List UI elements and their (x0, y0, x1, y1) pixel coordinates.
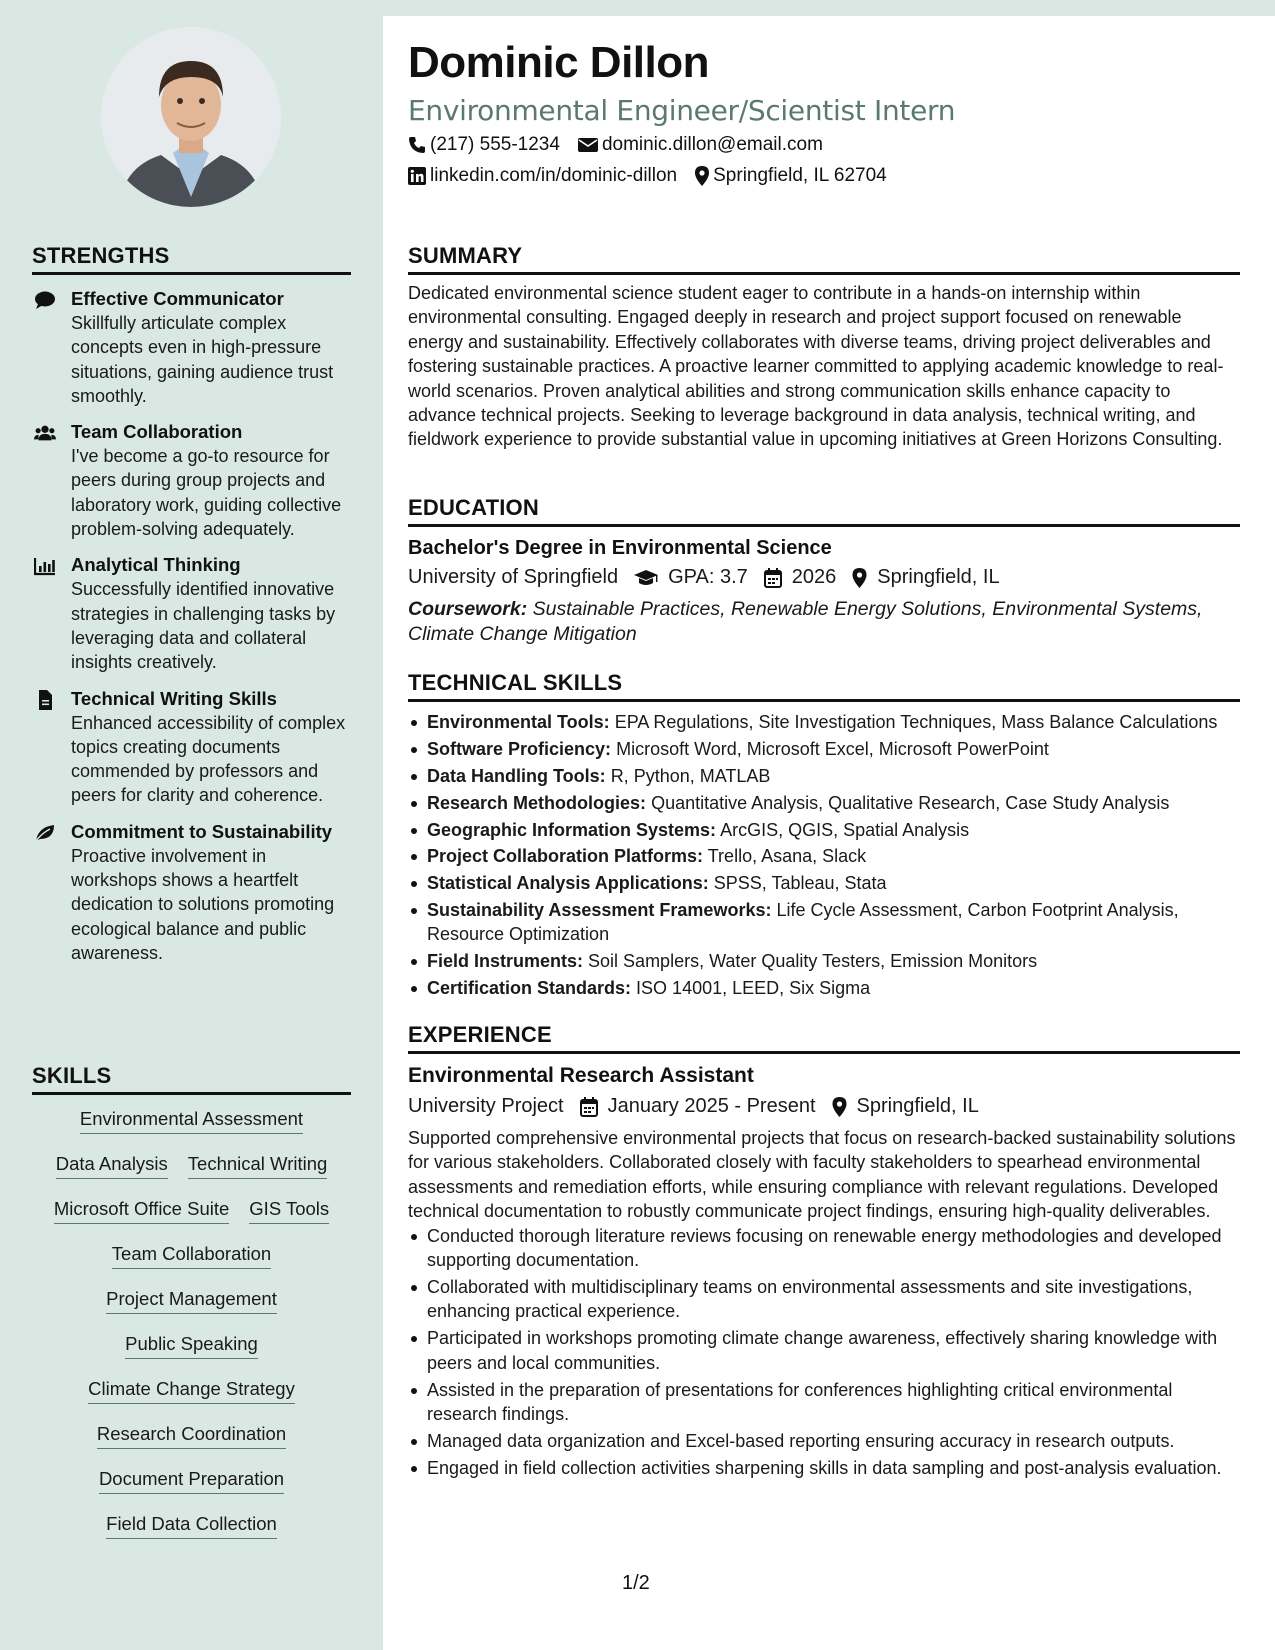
linkedin-text: linkedin.com/in/dominic-dillon (430, 165, 678, 186)
tech-skill-item (408, 872, 1240, 896)
skill-tag: Microsoft Office Suite (54, 1198, 229, 1224)
envelope-icon (578, 137, 598, 153)
tech-skill-value: Soil Samplers, Water Quality Testers, Emission Monitors (588, 950, 1038, 971)
tech-skill-value: Quantitative Analysis, Qualitative Research, Case Study Analysis (651, 792, 1170, 813)
tech-skill-item (408, 845, 1240, 869)
tech-skill-label: Software Proficiency: (427, 738, 612, 759)
technical-skills-heading: TECHNICAL SKILLS (408, 670, 1240, 702)
tech-skill-item (408, 899, 1240, 946)
tech-skill-label: Project Collaboration Platforms: (427, 846, 704, 867)
strength-description: Skillfully articulate complex concepts even in high-pressure situations, gaining audience trust smoothly. (71, 313, 334, 406)
strength-description: Proactive involvement in workshops shows a heartfelt dedication to solutions promoting ecological balance and public awareness. (71, 845, 335, 963)
coursework-list: Sustainable Practices, Renewable Energy Solutions, Environmental Systems, Climate Change Mitigation (408, 598, 1203, 645)
graduation-cap-icon (634, 569, 658, 587)
job-location: Springfield, IL (856, 1095, 979, 1117)
document-icon (34, 690, 56, 710)
school-name: University of Springfield (408, 566, 619, 588)
tech-skill-item (408, 792, 1240, 816)
email-text: dominic.dillon@email.com (601, 134, 823, 155)
tech-skill-value: EPA Regulations, Site Investigation Techniques, Mass Balance Calculations (614, 712, 1218, 732)
summary-heading: SUMMARY (408, 243, 1240, 275)
education-meta (408, 566, 1240, 589)
education-heading: EDUCATION (408, 495, 1240, 527)
job-meta (408, 1095, 1240, 1118)
skill-tag: GIS Tools (249, 1198, 329, 1224)
education-section (408, 495, 1240, 646)
tech-skill-value: R, Python, MATLAB (610, 765, 771, 786)
strength-item (32, 420, 351, 541)
job-bullet: Managed data organization and Excel-based reporting ensuring accuracy in research outputs. (408, 1429, 1240, 1453)
map-pin-icon (695, 166, 709, 186)
coursework-label: Coursework: (408, 598, 528, 620)
tech-skill-value: Trello, Asana, Slack (707, 846, 867, 867)
tech-skill-value: Microsoft Word, Microsoft Excel, Microsoft PowerPoint (616, 738, 1049, 759)
technical-skills-section (408, 670, 1240, 1004)
phone-icon (408, 136, 426, 154)
skill-tag: Technical Writing (188, 1153, 328, 1179)
skill-tag: Field Data Collection (106, 1513, 277, 1539)
page-number: 1/2 (622, 1572, 650, 1594)
skill-tag: Project Management (106, 1288, 277, 1314)
job-bullet: Assisted in the preparation of presentations for conferences highlighting critical environmental research findings. (408, 1378, 1240, 1427)
tech-skill-item (408, 819, 1240, 843)
map-pin-icon (852, 568, 867, 588)
degree-title: Bachelor's Degree in Environmental Science (408, 537, 832, 559)
tech-skill-item (408, 738, 1240, 762)
strengths-section (32, 243, 351, 965)
leaf-icon (34, 823, 56, 843)
skill-tag: Data Analysis (56, 1153, 168, 1179)
bar-chart-icon (34, 556, 56, 576)
map-pin-icon (832, 1097, 847, 1117)
tech-skill-label: Statistical Analysis Applications: (427, 873, 709, 894)
technical-skills-list (408, 711, 1240, 1000)
tech-skill-value: SPSS, Tableau, Stata (713, 873, 887, 894)
skill-tag: Team Collaboration (112, 1243, 271, 1269)
tech-skill-item (408, 765, 1240, 789)
linkedin-contact[interactable] (408, 165, 677, 187)
skill-list (32, 1108, 351, 1558)
tech-skill-item (408, 950, 1240, 974)
tech-skill-label: Data Handling Tools: (427, 765, 606, 786)
experience-section (408, 1022, 1240, 1483)
coursework (408, 597, 1240, 646)
main-content (408, 0, 1240, 1650)
strength-title: Commitment to Sustainability (71, 820, 333, 842)
profile-photo (101, 27, 281, 207)
job-title: Environmental Engineer/Scientist Intern (408, 94, 956, 127)
calendar-icon (764, 568, 782, 588)
contact-row (408, 134, 823, 156)
job-organization: University Project (408, 1095, 564, 1117)
skill-tag: Public Speaking (125, 1333, 258, 1359)
gpa-text: GPA: 3.7 (668, 566, 748, 588)
profile-photo-illustration (101, 27, 281, 207)
strength-title: Technical Writing Skills (71, 687, 277, 709)
strength-description: I've become a go-to resource for peers during group projects and laboratory work, guiding collective problem-solving adequately. (71, 446, 342, 540)
summary-text: Dedicated environmental science student eager to contribute in a hands-on internship within environmental consulting. Engaged deeply in research and project support focused on renewable energy and sustainability. Effectively collaborates with diverse teams, driving project deliverables and fostering sustainable practices. A proactive learner committed to applying academic knowledge to real-world scenarios. Proven analytical abilities and strong communication skills enhance capacity to advance technical projects. Seeking to leverage background in data analysis, technical writing, and fieldwork experience to provide substantial value in upcoming initiatives at Green Horizons Consulting. (408, 283, 1224, 450)
calendar-icon (580, 1097, 598, 1117)
phone-text: (217) 555-1234 (430, 134, 560, 155)
job-bullet: Participated in workshops promoting climate change awareness, effectively sharing knowledge with peers and local communities. (408, 1326, 1240, 1375)
skill-tag: Climate Change Strategy (88, 1378, 295, 1404)
job-bullet: Engaged in field collection activities sharpening skills in data sampling and post-analysis evaluation. (408, 1456, 1240, 1480)
strength-item (32, 287, 351, 408)
job-bullet: Collaborated with multidisciplinary teams on environmental assessments and site investigations, enhancing practical experience. (408, 1275, 1240, 1324)
job-bullet: Conducted thorough literature reviews focusing on renewable energy methodologies and developed supporting documentation. (408, 1224, 1240, 1273)
strength-item (32, 687, 351, 808)
tech-skill-item (408, 977, 1240, 1001)
location-text: Springfield, IL 62704 (713, 165, 887, 186)
tech-skill-label: Geographic Information Systems: (427, 819, 717, 840)
strength-description: Successfully identified innovative strategies in challenging tasks by leveraging data and collateral insights creatively. (71, 579, 336, 673)
skill-tag: Environmental Assessment (80, 1108, 303, 1134)
strengths-heading: STRENGTHS (32, 243, 351, 275)
speech-bubble-icon (34, 290, 56, 310)
strength-item (32, 553, 351, 674)
sidebar (0, 0, 383, 1650)
tech-skill-value: Life Cycle Assessment, Carbon Footprint Analysis, Resource Optimization (427, 900, 1179, 944)
contact-row (408, 165, 887, 187)
candidate-name: Dominic Dillon (408, 38, 709, 87)
tech-skill-label: Certification Standards: (427, 977, 632, 998)
tech-skill-value: ISO 14001, LEED, Six Sigma (636, 977, 871, 998)
tech-skill-label: Research Methodologies: (427, 792, 647, 813)
strength-item (32, 820, 351, 965)
strength-title: Effective Communicator (71, 288, 284, 309)
tech-skill-value: ArcGIS, QGIS, Spatial Analysis (720, 819, 970, 840)
tech-skill-item (408, 711, 1240, 735)
phone-contact[interactable] (408, 134, 560, 156)
tech-skill-label: Field Instruments: (427, 950, 584, 971)
linkedin-icon (408, 167, 426, 185)
email-contact[interactable] (578, 134, 823, 156)
job-dates: January 2025 - Present (607, 1095, 816, 1117)
skills-heading: SKILLS (32, 1063, 351, 1095)
experience-heading: EXPERIENCE (408, 1022, 1240, 1054)
skill-tag: Document Preparation (99, 1468, 284, 1494)
strength-title: Analytical Thinking (71, 554, 241, 576)
strength-description: Enhanced accessibility of complex topics creating documents commended by professors and peers for clarity and coherence. (71, 712, 346, 806)
location-contact (695, 165, 887, 187)
job-description: Supported comprehensive environmental projects that focus on research-backed sustainability solutions for various stakeholders. Collaborated closely with faculty stakeholders to spearhead environmental assessments and remediation efforts, while ensuring compliance with relevant regulations. Developed technical documentation to robustly communicate project findings, ensuring high-quality deliverables. (408, 1128, 1236, 1222)
graduation-year: 2026 (791, 566, 837, 588)
job-bullets (408, 1224, 1240, 1481)
users-icon (34, 423, 56, 443)
tech-skill-label: Environmental Tools: (427, 712, 610, 732)
education-location: Springfield, IL (877, 566, 1000, 588)
skill-tag: Research Coordination (97, 1423, 286, 1449)
summary-section (408, 243, 1240, 452)
skills-section (32, 1063, 351, 1558)
job-role: Environmental Research Assistant (408, 1064, 754, 1087)
tech-skill-label: Sustainability Assessment Frameworks: (427, 900, 772, 921)
strength-title: Team Collaboration (71, 421, 243, 443)
